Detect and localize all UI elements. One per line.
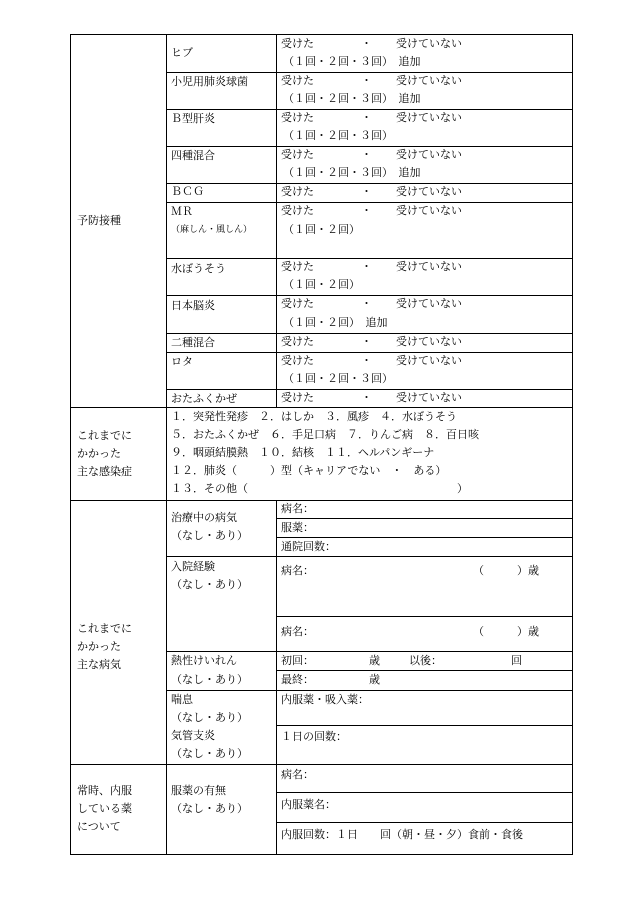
- infection-options-line-2[interactable]: ５．おたふくかぜ ６．手足口病 ７．りんご病 ８．百日咳: [171, 428, 479, 441]
- inhaler-meds-field[interactable]: 内服薬・吸入薬：: [281, 693, 369, 706]
- infection-options-line-1[interactable]: １．突発性発疹 ２．はしか ３．風疹 ４．水ぼうそう: [171, 410, 457, 423]
- medication-category-line-2: している薬: [77, 802, 132, 815]
- received-option[interactable]: 受けた: [281, 37, 314, 50]
- dose-detail[interactable]: （１回・２回）: [283, 278, 360, 291]
- not-received-option[interactable]: 受けていない: [396, 74, 462, 87]
- received-option[interactable]: 受けた: [281, 260, 314, 273]
- vaccine-name-bcg: ＢＣＧ: [171, 185, 204, 198]
- asthma-nashi-ari[interactable]: （なし・あり）: [171, 711, 248, 724]
- separator-dot: ・: [361, 297, 372, 310]
- illnesses-category-line-1: これまでに: [77, 622, 132, 635]
- received-option[interactable]: 受けた: [281, 74, 314, 87]
- asthma-label: 喘息: [171, 693, 193, 706]
- not-received-option[interactable]: 受けていない: [396, 111, 462, 124]
- not-received-option[interactable]: 受けていない: [396, 185, 462, 198]
- separator-dot: ・: [361, 148, 372, 161]
- dose-detail[interactable]: （１回・２回・３回） 追加: [283, 55, 421, 68]
- separator-dot: ・: [361, 204, 372, 217]
- age-unit: 歳: [369, 673, 380, 686]
- infections-category-line-3: 主な感染症: [77, 465, 132, 478]
- separator-dot: ・: [361, 185, 372, 198]
- separator-dot: ・: [361, 111, 372, 124]
- vaccine-name-two-mixed: 二種混合: [171, 336, 215, 349]
- received-option[interactable]: 受けた: [281, 297, 314, 310]
- separator-dot: ・: [361, 260, 372, 273]
- infections-category-line-1: これまでに: [77, 429, 132, 442]
- disease-name-field[interactable]: 病名：: [281, 564, 314, 577]
- received-option[interactable]: 受けた: [281, 185, 314, 198]
- medicine-name-field[interactable]: 内服薬名：: [281, 798, 336, 811]
- medication-category-line-1: 常時、内服: [77, 784, 132, 797]
- dose-detail[interactable]: （１回・２回・３回）: [283, 372, 393, 385]
- illnesses-category-line-2: かかった: [77, 640, 121, 653]
- medication-field[interactable]: 服薬：: [281, 521, 314, 534]
- vaccine-name-pneumococcal: 小児用肺炎球菌: [171, 75, 248, 88]
- not-received-option[interactable]: 受けていない: [396, 260, 462, 273]
- not-received-option[interactable]: 受けていない: [396, 148, 462, 161]
- infections-section: [70, 407, 573, 501]
- illnesses-category-line-3: 主な病気: [77, 658, 121, 671]
- disease-name-field[interactable]: 病名：: [281, 625, 314, 638]
- not-received-option[interactable]: 受けていない: [396, 354, 462, 367]
- separator-dot: ・: [361, 74, 372, 87]
- medication-section: [70, 764, 573, 855]
- age-field[interactable]: （ ）歳: [473, 625, 539, 638]
- dose-detail[interactable]: （１回・２回・３回） 追加: [283, 92, 421, 105]
- illnesses-section: [70, 500, 573, 765]
- treatment-label: 治療中の病気: [171, 511, 237, 524]
- separator-dot: ・: [361, 391, 372, 404]
- separator-dot: ・: [361, 354, 372, 367]
- received-option[interactable]: 受けた: [281, 111, 314, 124]
- count-unit: 回: [511, 654, 522, 667]
- vaccination-section: [70, 34, 573, 408]
- bronchitis-nashi-ari[interactable]: （なし・あり）: [171, 747, 248, 760]
- vaccine-name-varicella: 水ぼうそう: [171, 262, 226, 275]
- received-option[interactable]: 受けた: [281, 148, 314, 161]
- infections-category-line-2: かかった: [77, 447, 121, 460]
- not-received-option[interactable]: 受けていない: [396, 391, 462, 404]
- dose-detail[interactable]: （１回・２回） 追加: [283, 316, 388, 329]
- vaccine-name-rota: ロタ: [171, 355, 193, 368]
- daily-count-field[interactable]: １日の回数：: [281, 730, 347, 743]
- dosage-frequency-field[interactable]: 内服回数：１日 回（朝・昼・夕）食前・食後: [281, 828, 523, 841]
- febrile-nashi-ari[interactable]: （なし・あり）: [171, 673, 248, 686]
- first-onset-field[interactable]: 初回：: [281, 654, 314, 667]
- infection-options-line-4[interactable]: １２．肺炎（ ）型（キャリアでない ・ ある）: [171, 464, 447, 477]
- dose-detail[interactable]: （１回・２回・３回） 追加: [283, 166, 421, 179]
- last-onset-field[interactable]: 最終：: [281, 673, 314, 686]
- vaccine-name-hib: ヒブ: [171, 46, 193, 59]
- vaccine-name-mumps: おたふくかぜ: [171, 392, 237, 405]
- medication-label: 服薬の有無: [171, 784, 226, 797]
- disease-name-field[interactable]: 病名：: [281, 502, 314, 515]
- febrile-seizure-label: 熱性けいれん: [171, 654, 237, 667]
- infection-options-line-5[interactable]: １３．その他（ ）: [171, 482, 468, 495]
- dose-detail[interactable]: （１回・２回・３回）: [283, 129, 393, 142]
- visit-count-field[interactable]: 通院回数：: [281, 540, 336, 553]
- disease-name-field[interactable]: 病名：: [281, 768, 314, 781]
- not-received-option[interactable]: 受けていない: [396, 335, 462, 348]
- separator-dot: ・: [361, 37, 372, 50]
- not-received-option[interactable]: 受けていない: [396, 204, 462, 217]
- hospital-label: 入院経験: [171, 560, 215, 573]
- after-field[interactable]: 以後：: [409, 654, 442, 667]
- medication-nashi-ari[interactable]: （なし・あり）: [171, 802, 248, 815]
- vaccine-name-mr-sub: （麻しん・風しん）: [171, 225, 253, 235]
- age-unit: 歳: [369, 654, 380, 667]
- vaccine-name-hepatitis-b: Ｂ型肝炎: [171, 112, 215, 125]
- age-field[interactable]: （ ）歳: [473, 564, 539, 577]
- not-received-option[interactable]: 受けていない: [396, 297, 462, 310]
- received-option[interactable]: 受けた: [281, 391, 314, 404]
- hospital-nashi-ari[interactable]: （なし・あり）: [171, 578, 248, 591]
- infection-options-line-3[interactable]: ９．咽頭結膜熱 １０．結核 １１．ヘルパンギーナ: [171, 446, 435, 459]
- received-option[interactable]: 受けた: [281, 204, 314, 217]
- medication-category-line-3: について: [77, 820, 121, 833]
- vaccine-name-four-mixed: 四種混合: [171, 149, 215, 162]
- vaccination-category-label: 予防接種: [77, 214, 121, 227]
- dose-detail[interactable]: （１回・２回）: [283, 223, 360, 236]
- bronchitis-label: 気管支炎: [171, 729, 215, 742]
- received-option[interactable]: 受けた: [281, 354, 314, 367]
- vaccine-name-mr: ＭＲ: [171, 205, 193, 218]
- vaccine-name-japanese-encephalitis: 日本脳炎: [171, 299, 215, 312]
- treatment-nashi-ari[interactable]: （なし・あり）: [171, 529, 248, 542]
- not-received-option[interactable]: 受けていない: [396, 37, 462, 50]
- separator-dot: ・: [361, 335, 372, 348]
- received-option[interactable]: 受けた: [281, 335, 314, 348]
